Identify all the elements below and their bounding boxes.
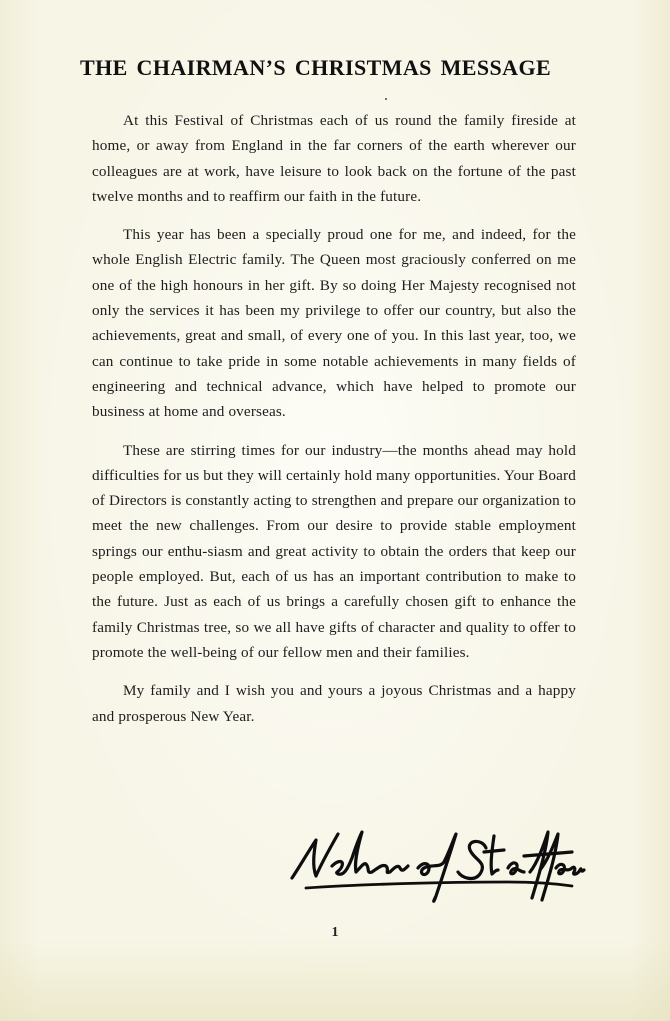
paragraph-4: My family and I wish you and yours a joyous Christmas and a happy and prosperous New Year. [92,682,576,725]
page-number: 1 [331,925,339,940]
paragraph-1: At this Festival of Christmas each of us round the family fireside at home, or away from England in the far corners of the earth wherever our colleagues are at work, have leisure to look back on the fortune of the past twelve months and to reaffirm our faith in the future. [92,112,576,205]
paragraph-2: This year has been a specially proud one for me, and indeed, for the whole English Electric family. The Queen most graciously conferred on me one of the high honours in her gift. By so doing Her Majesty recognised not only the services it has been my privilege to offer our country, but also the achievements, great and small, of every one of you. In this last year, too, we can continue to take pride in some notable achievements in many fields of engineering and technical advance, which have helped to promote our business at home and overseas. [92,226,576,421]
print-speck [385,98,387,100]
signature [286,822,586,906]
message-body [92,108,576,742]
page-title: THE CHAIRMAN’S CHRISTMAS MESSAGE [80,55,552,80]
paragraph-3: These are stirring times for our industry—the months ahead may hold difficulties for us but they will certainly hold many opportunities. Your Board of Directors is constantly acting to strengthen and prepare our organization to meet the new challenges. From our desire to provide stable employment springs our enthu-siasm and great activity to obtain the orders that keep our people employed. But, each of us has an important contribution to make to the future. Just as each of us brings a carefully chosen gift to enhance the family Christmas tree, so we all have gifts of character and quality to offer to promote the well-being of our fellow men and their families. [92,441,576,661]
